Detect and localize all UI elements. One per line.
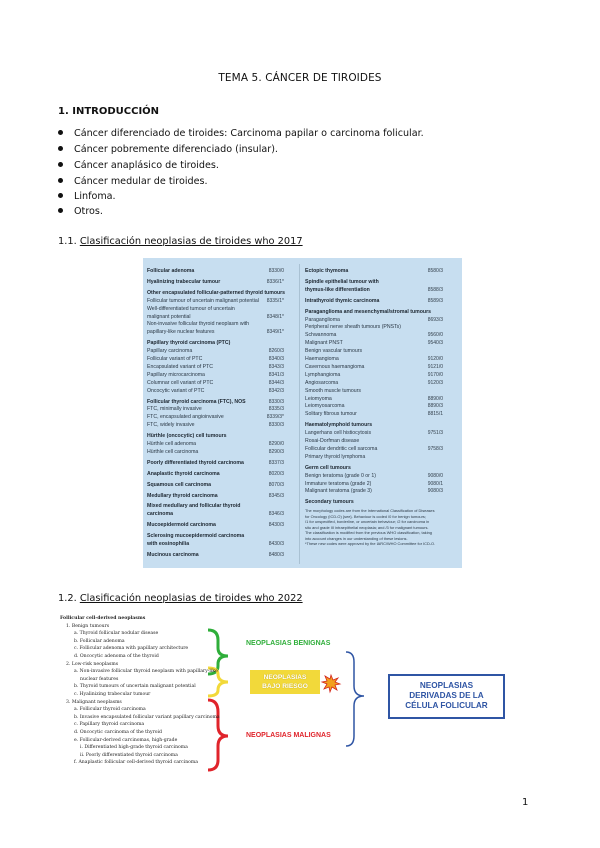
table-entry: Rosai-Dorfman disease: [305, 438, 360, 444]
table-code: 9120/3: [427, 379, 443, 386]
table-entry: Follicular adenoma: [147, 268, 195, 274]
box-neoplasias-celula-folicular: NEOPLASIAS DERIVADAS DE LA CÉLULA FOLICULAR: [388, 674, 505, 719]
table-entry: Follicular tumour of uncertain malignant potential: [147, 297, 259, 304]
table-footnote-line: for Oncology (ICD-O) {see}. Behaviour is coded /0 for benign tumours;: [305, 513, 426, 519]
table-entry: Papillary microcarcinoma: [147, 371, 205, 378]
table-entry: Malignant teratoma (grade 3): [305, 488, 372, 495]
table-entry: Leiomyosarcoma: [305, 403, 345, 410]
bullet-item: Cáncer anaplásico de tiroides.: [58, 160, 219, 171]
bullet-item: Cáncer medular de tiroides.: [58, 176, 208, 187]
table-entry: Hyalinizing trabecular tumour: [147, 278, 221, 285]
who-2017-classification-table-image: [143, 258, 462, 568]
bullet-icon: [58, 146, 63, 151]
table-code: 8693/3: [427, 316, 443, 323]
table-code: 8340/3: [268, 356, 284, 362]
table-entry: Benign vascular tumours: [305, 348, 363, 355]
table-footnote-line: The morphology codes are from the International Classification of Diseases: [305, 508, 435, 513]
column-divider: [299, 264, 300, 564]
table-entry: Solitary fibrous tumour: [305, 411, 357, 418]
table-entry: Non-invasive follicular thyroid neoplasm with: [147, 321, 250, 328]
bullet-icon: [58, 193, 63, 198]
table-entry: thymus-like differentiation: [305, 286, 370, 293]
bullet-item: Cáncer pobremente diferenciado (insular).: [58, 144, 278, 155]
document-title: TEMA 5. CÁNCER DE TIROIDES: [218, 72, 382, 84]
diagram-list-item: a. Follicular thyroid carcinoma: [74, 707, 146, 713]
table-entry: Germ cell tumours: [305, 464, 351, 471]
diagram-list-item: d. Oncocytic adenoma of the thyroid: [74, 654, 159, 659]
table-code: 9758/3: [427, 445, 443, 452]
table-entry: Langerhans cell histiocytosis: [305, 430, 372, 437]
section-heading-introduccion: 1. INTRODUCCIÓN: [58, 106, 160, 117]
table-entry: papillary-like nuclear features: [147, 329, 215, 336]
diagram-list-heading: Follicular cell-derived neoplasms: [60, 616, 146, 621]
table-code: 8343/3: [268, 363, 284, 370]
table-code: 8330/0: [268, 268, 284, 274]
table-entry: Ectopic thymoma: [305, 268, 349, 274]
diagram-list-item: b. Thyroid tumours of uncertain malignant potential: [74, 684, 196, 690]
table-entry: Papillary carcinoma: [147, 348, 193, 355]
table-entry: malignant potential: [147, 313, 191, 320]
starburst-icon: [322, 675, 340, 692]
table-entry: Poorly differentiated thyroid carcinoma: [147, 459, 244, 466]
table-entry: Immature teratoma (grade 2): [305, 480, 372, 487]
table-code: 8336/1*: [266, 278, 284, 285]
table-code: 8339/3*: [266, 414, 284, 421]
table-entry: Spindle epithelial tumour with: [305, 278, 379, 285]
diagram-list-item: b. Invasive encapsulated follicular variant papillary carcinoma: [74, 714, 220, 720]
table-entry: Follicular dendritic cell sarcoma: [305, 445, 378, 452]
table-entry: Hürthle cell carcinoma: [147, 448, 199, 455]
table-code: 8349/1*: [266, 329, 284, 336]
table-entry: Columnar cell variant of PTC: [147, 379, 214, 386]
table-entry: Other encapsulated follicular-patterned thyroid tumours: [147, 289, 286, 296]
table-footnote-line: The classification is modified from the previous WHO classification, taking: [305, 530, 432, 535]
diagram-list-item: 1. Benign tumours: [66, 623, 110, 629]
grouping-bracket: [346, 652, 364, 746]
table-entry: Encapsulated variant of PTC: [147, 363, 214, 370]
table-entry: Secondary tumours: [305, 499, 354, 506]
table-entry: Oncocytic variant of PTC: [147, 387, 205, 394]
table-entry: Medullary thyroid carcinoma: [147, 492, 218, 499]
table-code: 8344/3: [268, 379, 284, 386]
table-code: 8260/3: [268, 348, 284, 355]
table-code: 8480/3: [268, 551, 284, 558]
bullet-icon: [58, 130, 63, 135]
table-entry: Follicular variant of PTC: [147, 356, 203, 362]
table-entry: Papillary thyroid carcinoma (PTC): [147, 340, 231, 347]
table-entry: FTC, minimally invasive: [147, 406, 202, 413]
bullet-icon: [58, 162, 63, 167]
table-entry: Haemangioma: [305, 356, 339, 362]
table-code: 9751/3: [427, 430, 443, 437]
diagram-list-item: c. Hyalinizing trabecular tumour: [74, 692, 151, 697]
diagram-list-item: i. Differentiated high-grade thyroid carcinoma: [80, 745, 188, 751]
bullet-item: Linfoma.: [58, 191, 116, 202]
table-code: 8348/1*: [266, 313, 284, 320]
diagram-list-item: a. Thyroid follicular nodular disease: [74, 631, 159, 637]
bullet-item: Otros.: [58, 206, 103, 217]
table-entry: Hürthle (oncocytic) cell tumours: [147, 433, 227, 440]
table-entry: with eosinophilia: [147, 541, 190, 547]
table-entry: Paraganglioma and mesenchymal/stromal tumours: [305, 308, 431, 315]
table-entry: Schwannoma: [305, 332, 337, 339]
bullet-item: Cáncer diferenciado de tiroides: Carcinoma papilar o carcinoma folicular.: [58, 128, 424, 139]
table-entry: FTC, widely invasive: [147, 422, 195, 429]
table-code: 8430/3: [268, 522, 284, 529]
table-footnote-line: /1 for unspecified, borderline, or uncertain behaviour; /2 for carcinoma in: [305, 519, 430, 524]
table-entry: carcinoma: [147, 511, 173, 518]
table-entry: Intrathyroid thymic carcinoma: [305, 297, 380, 304]
table-footnote-line: situ and grade III intraepithelial neoplasia; and /3 for malignant tumours.: [305, 524, 429, 530]
table-entry: Hürthle cell adenoma: [147, 441, 197, 447]
table-entry: Mucoepidermoid carcinoma: [147, 522, 216, 529]
table-code: 8588/3: [427, 286, 443, 293]
table-entry: FTC, encapsulated angioinvasive: [147, 414, 224, 421]
table-code: 8815/1: [427, 411, 443, 418]
table-entry: Angiosarcoma: [305, 379, 339, 386]
label-neoplasias-malignas: NEOPLASIAS MALIGNAS: [246, 732, 331, 739]
table-code: 8430/3: [268, 541, 284, 547]
table-entry: Paraganglioma: [305, 316, 340, 323]
diagram-list-item: d. Oncocytic carcinoma of the thyroid: [74, 730, 162, 735]
table-entry: Cavernous haemangioma: [305, 363, 365, 370]
subsection-heading-who-2017: 1.1. Clasificación neoplasias de tiroides who 2017: [58, 236, 303, 247]
diagram-list-item: c. Papillary thyroid carcinoma: [74, 722, 145, 728]
table-code: 8330/3: [268, 422, 284, 429]
table-code: 8342/3: [268, 387, 284, 394]
table-code: 9080/3: [427, 488, 443, 495]
table-code: 8335/3: [268, 406, 284, 413]
table-entry: Primary thyroid lymphoma: [305, 453, 366, 460]
label-neoplasias-benignas: NEOPLASIAS BENIGNAS: [246, 640, 331, 647]
table-footnote-line: *These new codes were approved by the IARC/WHO Committee for ICD-O.: [305, 541, 436, 546]
table-code: 8890/3: [427, 403, 443, 410]
table-code: 8020/3: [268, 470, 284, 477]
table-code: 8580/3: [427, 268, 443, 274]
table-code: 8070/3: [268, 481, 284, 488]
table-code: 8346/3: [268, 511, 284, 518]
label-neoplasias-bajo-riesgo: NEOPLASIAS BAJO RIESGO: [250, 670, 320, 694]
table-code: 9540/3: [427, 340, 443, 347]
table-entry: Mixed medullary and follicular thyroid: [147, 503, 241, 510]
diagram-list-item: e. Follicular-derived carcinomas, high-grade: [74, 737, 178, 743]
table-code: 8290/0: [268, 441, 284, 447]
table-code: 9080/1: [427, 480, 443, 487]
table-code: 8345/3: [268, 492, 284, 499]
table-code: 8290/3: [268, 448, 284, 455]
table-entry: Sclerosing mucoepidermoid carcinoma: [147, 533, 245, 540]
subsection-heading-who-2022: 1.2. Clasificación neoplasias de tiroides who 2022: [58, 593, 303, 604]
bullet-icon: [58, 178, 63, 183]
table-entry: Anaplastic thyroid carcinoma: [147, 470, 220, 477]
table-code: 9560/0: [427, 332, 443, 339]
diagram-list-item: b. Follicular adenoma: [74, 638, 125, 644]
who-2022-classification-diagram: [60, 612, 540, 772]
table-code: 9120/0: [427, 356, 443, 362]
table-code: 8589/3: [427, 297, 443, 304]
diagram-list-item: nuclear features: [80, 676, 119, 682]
table-entry: Haematolymphoid tumours: [305, 422, 373, 429]
table-entry: Lymphangioma: [305, 371, 341, 378]
table-entry: Benign teratoma (grade 0 or 1): [305, 472, 376, 479]
table-entry: Well-differentiated tumour of uncertain: [147, 305, 235, 312]
table-code: 9080/0: [427, 472, 443, 479]
table-entry: Malignant PNST: [305, 340, 343, 347]
diagram-list-item: 2. Low-risk neoplasms: [66, 661, 119, 667]
diagram-list-item: 3. Malignant neoplasms: [66, 699, 122, 705]
table-code: 9121/0: [427, 363, 443, 370]
table-code: 8341/3: [268, 371, 284, 378]
table-entry: Leiomyoma: [305, 395, 332, 402]
diagram-list-item: c. Follicular adenoma with papillary architecture: [74, 646, 189, 652]
diagram-list-item: f. Anaplastic follicular cell-derived thyroid carcinoma: [74, 760, 199, 766]
table-entry: Follicular thyroid carcinoma (FTC), NOS: [147, 398, 246, 405]
diagram-list-item: ii. Poorly differentiated thyroid carcinoma: [80, 752, 178, 758]
table-code: 8890/0: [427, 395, 443, 402]
table-code: 8335/1*: [266, 297, 284, 304]
malignant-brace: [208, 700, 228, 770]
table-code: 8330/3: [268, 398, 284, 405]
table-code: 8337/3: [268, 459, 284, 466]
table-entry: Mucinous carcinoma: [147, 551, 199, 558]
table-code: 9170/0: [427, 371, 443, 378]
table-footnote-line: into account changes in our understanding of these lesions.: [305, 535, 408, 541]
diagram-list-item: a. Non-invasive follicular thyroid neoplasm with papillary-like: [74, 669, 218, 675]
page-number: 1: [522, 797, 529, 808]
table-entry: Peripheral nerve sheath tumours (PNSTs): [305, 324, 402, 331]
table-entry: Squamous cell carcinoma: [147, 481, 212, 488]
bullet-icon: [58, 208, 63, 213]
table-entry: Smooth muscle tumours: [305, 387, 361, 394]
